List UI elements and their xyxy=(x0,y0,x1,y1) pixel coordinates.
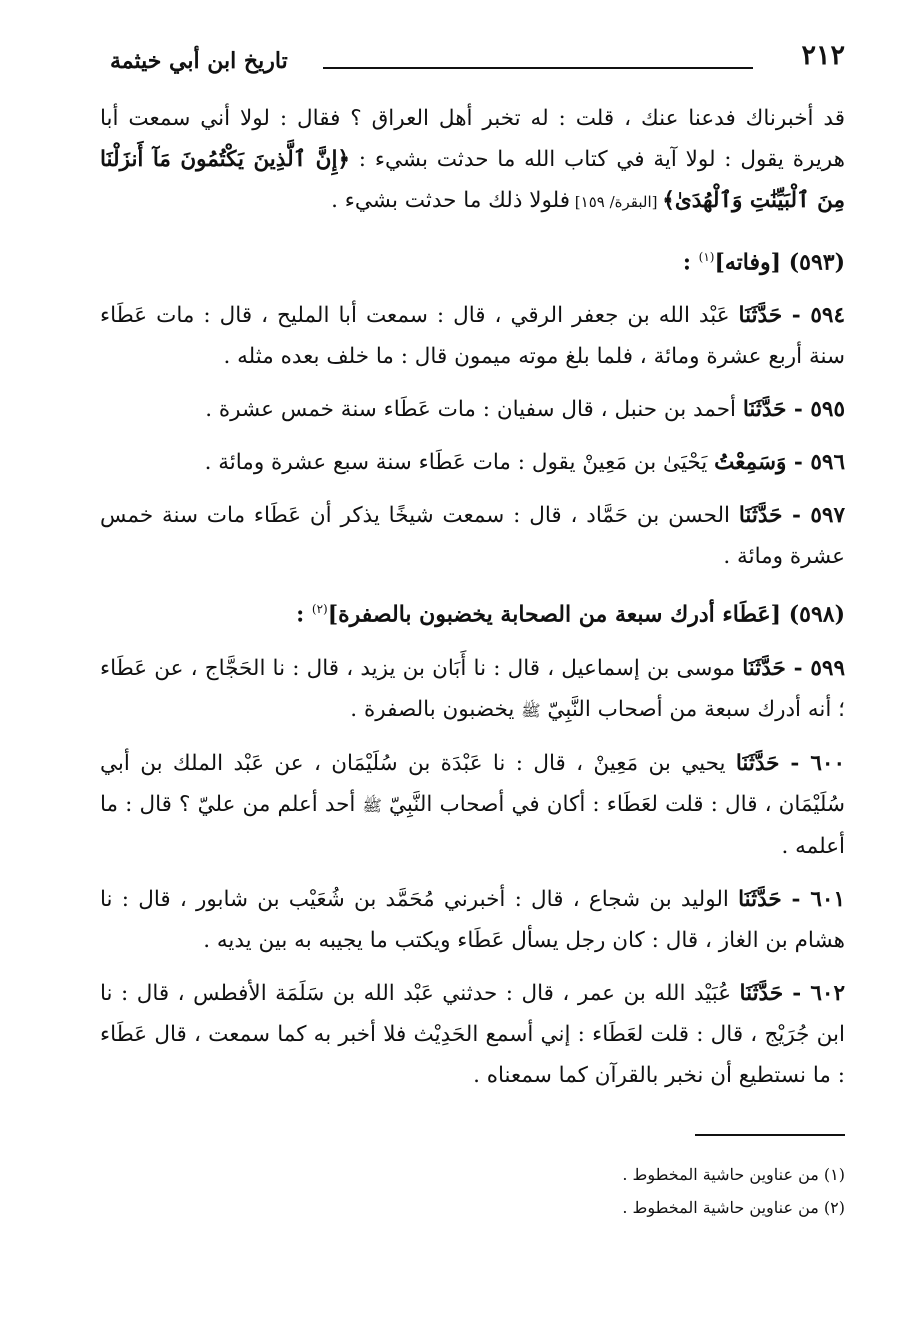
hadith-number: ٥٩٩ - xyxy=(785,655,845,681)
footnotes xyxy=(100,1158,845,1224)
verse-reference: [البقرة/ ١٥٩] xyxy=(570,193,663,211)
narration-keyword: حَدَّثَنَا xyxy=(742,655,786,681)
hadith-text: أحمد بن حنبل ، قال سفيان : مات عَطَاء سنة خمس عشرة . xyxy=(205,397,743,423)
hadith-602 xyxy=(100,973,845,1096)
hadith-text: الحسن بن حَمَّاد ، قال : سمعت شيخًا يذكر أن عَطَاء مات سنة خمس عشرة ومائة . xyxy=(100,503,845,570)
hadith-number: ٥٩٧ - xyxy=(782,503,845,529)
narration-keyword: حَدَّثَنَا xyxy=(738,303,783,329)
hadith-number: ٥٩٦ - xyxy=(786,450,845,476)
narration-keyword: وَسَمِعْتُ xyxy=(714,450,787,476)
paragraph-text: فلولا ذلك ما حدثت بشيء . xyxy=(331,188,571,213)
narration-keyword: حَدَّثَنَا xyxy=(735,750,780,776)
quran-verse: ﴿إِنَّ ٱلَّذِينَ يَكْتُمُونَ مَآ أَنزَلْنَا مِنَ ٱلْبَيِّنَٰتِ وَٱلْهُدَىٰ﴾ xyxy=(100,147,845,213)
salutation-glyph: ﷺ xyxy=(521,700,541,720)
hadith-number: ٦٠١ - xyxy=(781,886,845,912)
narration-keyword: حَدَّثَنَا xyxy=(738,503,783,529)
narration-keyword: حَدَّثَنَا xyxy=(742,397,787,423)
section-heading-593 xyxy=(100,237,845,283)
page-number: ٢١٢ xyxy=(801,40,845,71)
hadith-number: ٥٩٤ - xyxy=(782,303,845,329)
main-text xyxy=(100,98,845,1096)
hadith-text: الوليد بن شجاع ، قال : أخبرني مُحَمَّد بن شُعَيْب بن شابور ، قال : نا هشام بن الغاز ، قال : كان رجل يسأل عَطَاء ويكتب ما يجيبه به بين يديه . xyxy=(100,886,845,953)
hadith-number: ٦٠٢ - xyxy=(783,980,845,1006)
heading-colon: : xyxy=(682,249,699,276)
hadith-595 xyxy=(100,389,845,430)
hadith-number: ٥٩٥ - xyxy=(786,397,845,423)
footnote-marker: (١) xyxy=(698,250,715,264)
heading-colon: : xyxy=(296,601,312,628)
hadith-text: عَبْد الله بن جعفر الرقي ، قال : سمعت أبا المليح ، قال : مات عَطَاء سنة أربع عشرة ومائة ، فلما بلغ موته ميمون قال : ما خلف بعده مثله . xyxy=(100,303,845,370)
hadith-text: موسى بن إسماعيل ، قال : نا أَبَان بن يزيد ، قال : نا الحَجَّاج ، عن عَطَاء ؛ أنه أدرك سبعة من أصحاب النَّبِيّ xyxy=(100,655,845,722)
book-page xyxy=(100,30,845,1224)
hadith-text: يحيي بن مَعِينْ ، قال : نا عَبْدَة بن سُلَيْمَان ، عن عَبْد الملك بن أبي سُلَيْمَان ، قال : قلت لعَطَاء : أكان في أصحاب النَّبِيّ xyxy=(100,750,846,817)
heading-text: (٥٩٣) [وفاته] xyxy=(714,249,845,276)
hadith-599 xyxy=(100,648,845,731)
hadith-number: ٦٠٠ - xyxy=(779,750,845,776)
section-heading-598 xyxy=(100,589,845,635)
header-rule xyxy=(323,67,753,69)
hadith-597 xyxy=(100,495,845,577)
hadith-text: أحد أعلم من عليّ ؟ قال : ما أعلمه . xyxy=(100,791,845,859)
paragraph-text: قد أخبرناك فدعنا عنك ، قلت : له تخبر أهل العراق ؟ فقال : لولا أني سمعت أبا هريرة يقول : لولا آية في كتاب الله ما حدثت بشيء : xyxy=(100,106,846,172)
footnote-1: (١) من عناوين حاشية المخطوط . xyxy=(622,1164,845,1184)
narration-keyword: حَدَّثَنَا xyxy=(738,886,782,912)
hadith-601 xyxy=(100,879,845,961)
heading-text: (٥٩٨) [عَطَاء أدرك سبعة من الصحابة يخضبون بالصفرة] xyxy=(327,601,845,628)
hadith-text: يخضبون بالصفرة . xyxy=(350,696,522,722)
footnote-marker: (٢) xyxy=(311,602,328,617)
hadith-600 xyxy=(100,743,845,867)
continued-paragraph xyxy=(100,98,845,223)
hadith-text: عُبَيْد الله بن عمر ، قال : حدثني عَبْد الله بن سَلَمَة الأفطس ، قال : نا ابن جُرَيْج ، قال : قلت لعَطَاء : إني أسمع الحَدِيْث فلا أخبر به كما سمعت ، قال عَطَاء : ما نستطيع أن نخبر بالقرآن كما سمعناه . xyxy=(100,980,845,1088)
salutation-glyph: ﷺ xyxy=(362,795,382,815)
hadith-596 xyxy=(100,442,845,483)
hadith-594 xyxy=(100,295,845,377)
footnote-separator xyxy=(695,1134,845,1136)
narration-keyword: حَدَّثَنَا xyxy=(739,980,784,1006)
hadith-text: يَحْيَىٰ بن مَعِينْ يقول : مات عَطَاء سنة سبع عشرة ومائة . xyxy=(204,450,715,476)
book-title: تاريخ ابن أبي خيثمة xyxy=(110,48,288,74)
running-head xyxy=(100,30,845,92)
footnote-2: (٢) من عناوين حاشية المخطوط . xyxy=(622,1197,845,1217)
